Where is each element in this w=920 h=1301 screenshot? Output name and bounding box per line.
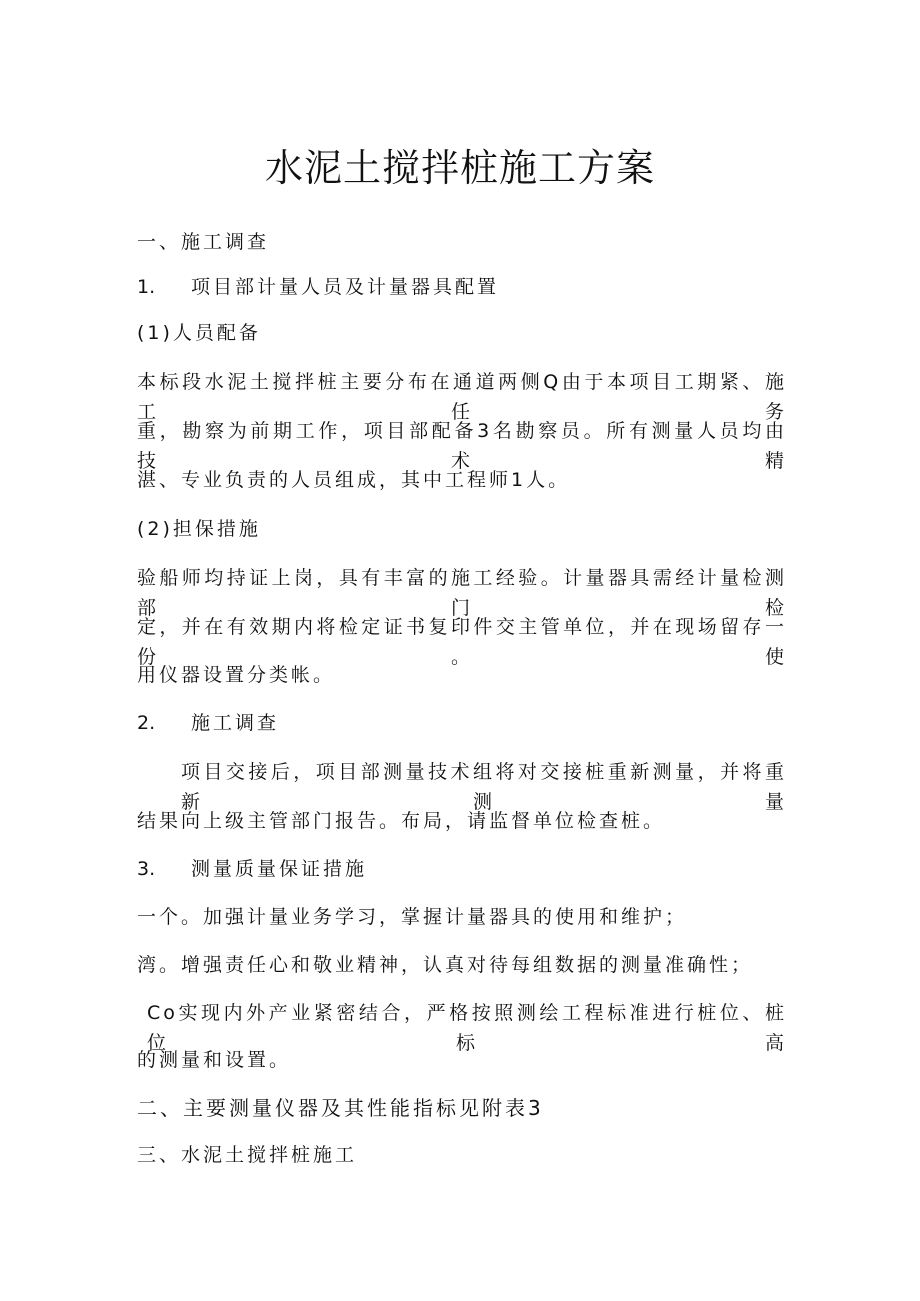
subsection-heading-1 (137, 272, 787, 302)
section-heading-3: 三、水泥土搅拌桩施工 (137, 1144, 358, 1166)
list-item: 湾。增强责任心和敬业精神，认真对待每组数据的测量准确性； (137, 954, 754, 976)
subsection-number-1: 1. (137, 276, 156, 298)
paragraph-line: 湛、专业负责的人员组成，其中工程师1人。 (137, 469, 571, 491)
subsection-title-1: 项目部计量人员及计量器具配置 (191, 276, 500, 298)
subsection-number-3: 3. (137, 858, 156, 880)
subsection-title-2: 施工调查 (191, 712, 280, 734)
item-heading-2: (2)担保措施 (137, 518, 261, 540)
list-item: 一个。加强计量业务学习，掌握计量器具的使用和维护； (137, 906, 688, 928)
subsection-heading-2 (137, 708, 787, 738)
subsection-title-3: 测量质量保证措施 (191, 858, 368, 880)
list-item-continuation: 的测量和设置。 (137, 1049, 292, 1071)
document-title: 水泥土搅拌桩施工方案 (264, 146, 655, 190)
paragraph-line: 本标段水泥土搅拌桩主要分布在通道两侧Q由于本项目工期紧、施工任务 (137, 371, 787, 423)
section-heading-2: 二、主要测量仪器及其性能指标见附表3 (137, 1096, 544, 1120)
list-item: Co实现内外产业紧密结合，严格按照测绘工程标准进行桩位、桩位标高 (147, 1002, 787, 1054)
subsection-number-2: 2. (137, 712, 156, 734)
paragraph-line: 验船师均持证上岗，具有丰富的施工经验。计量器具需经计量检测部门检 (137, 567, 787, 619)
paragraph-line: 项目交接后，项目部测量技术组将对交接桩重新测量，并将重新测量 (181, 761, 787, 813)
subsection-heading-3 (137, 854, 787, 884)
paragraph-line: 重，勘察为前期工作，项目部配备3名勘察员。所有测量人员均由技术精 (137, 420, 787, 472)
paragraph-line: 用仪器设置分类帐。 (137, 664, 336, 686)
section-heading-1: 一、施工调查 (137, 231, 270, 253)
item-heading-1: (1)人员配备 (137, 322, 261, 344)
paragraph-line: 定，并在有效期内将检定证书复印件交主管单位，并在现场留存一份。使 (137, 616, 787, 668)
paragraph-line: 结果向上级主管部门报告。布局，请监督单位检查桩。 (137, 810, 666, 832)
